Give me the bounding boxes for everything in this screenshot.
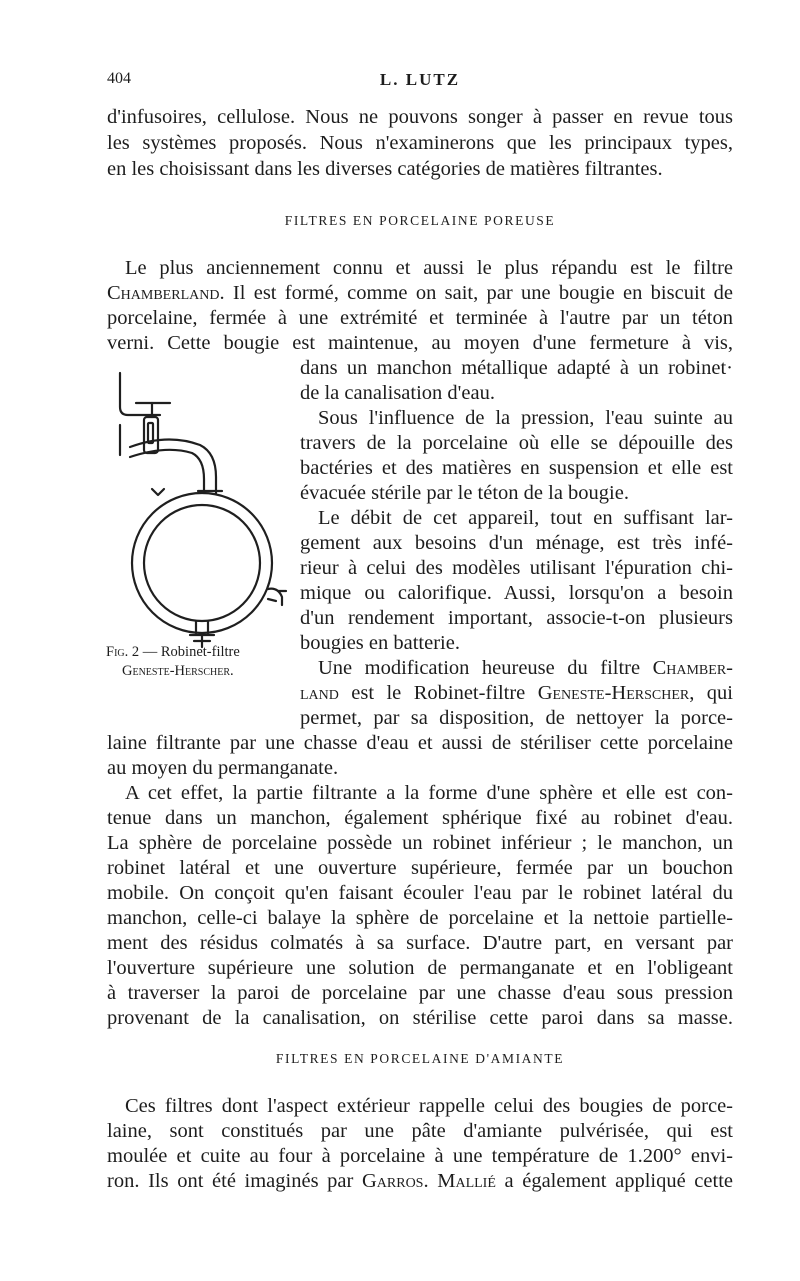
body-line: verni. Cette bougie est maintenue, au moyen d'une fermeture à vis, xyxy=(107,332,733,354)
body-line: porcelaine, fermée à une extrémité et terminée à l'autre par un téton xyxy=(107,307,733,329)
body-line: moulée et cuite au four à porcelaine à une température de 1.200° envi- xyxy=(107,1145,733,1167)
column-line: permet, par sa disposition, de nettoyer la porce- xyxy=(300,707,733,729)
name-chamberland: Chamberland xyxy=(107,282,220,304)
figure-caption-line2 xyxy=(122,661,234,681)
column-line: Le débit de cet appareil, tout en suffisant lar- xyxy=(318,507,733,529)
body-line: Ces filtres dont l'aspect extérieur rappelle celui des bougies de porce- xyxy=(125,1095,733,1117)
body-line-start: ron. Ils ont été imaginés par xyxy=(107,1170,362,1192)
name-mallie: Mallié xyxy=(437,1170,496,1192)
intro-line: les systèmes proposés. Nous n'examinerons que les principaux types, xyxy=(107,132,733,154)
column-line: d'un rendement important, associe-t-on plusieurs xyxy=(300,607,733,629)
body-line xyxy=(107,1169,733,1193)
name-garros: Garros xyxy=(361,1170,424,1192)
body-line: laine filtrante par une chasse d'eau et aussi de stériliser cette porcelaine xyxy=(107,732,733,754)
body-line-mid: . xyxy=(423,1170,438,1192)
fig-label: Fig. xyxy=(106,644,129,660)
body-line: l'ouverture supérieure une solution de permanganate et en l'obligeant xyxy=(107,957,733,979)
body-line: La sphère de porcelaine possède un robinet inférieur ; le manchon, un xyxy=(107,832,733,854)
body-line: Le plus anciennement connu et aussi le plus répandu est le filtre xyxy=(125,257,733,279)
body-line: robinet latéral et une ouverture supérieure, fermée par un bouchon xyxy=(107,857,733,879)
name-geneste-herscher: Geneste-Herscher xyxy=(537,682,690,704)
body-line: laine, sont constitués par une pâte d'amiante pulvérisée, qui est xyxy=(107,1120,733,1142)
body-line: au moyen du permanganate. xyxy=(107,757,339,779)
column-line-end: , qui xyxy=(689,682,733,704)
body-line: tenue dans un manchon, également sphérique fixé au robinet d'eau. xyxy=(107,807,733,829)
column-line: bactéries et des matières en suspension et elle est xyxy=(300,457,733,479)
figure-caption-line1 xyxy=(106,642,240,662)
body-line-end: a également appliqué cette xyxy=(495,1170,733,1192)
column-line-mid: est le Robinet-filtre xyxy=(338,682,538,704)
column-line: Sous l'influence de la pression, l'eau suinte au xyxy=(318,407,733,429)
page-number: 404 xyxy=(107,70,131,87)
figure-robinet-filtre xyxy=(108,365,288,655)
robinet-filtre-illustration xyxy=(108,365,288,655)
running-head: L. LUTZ xyxy=(379,70,461,89)
name-land: land xyxy=(300,682,339,704)
body-line: mobile. On conçoit qu'en faisant écouler l'eau par le robinet latéral du xyxy=(107,882,733,904)
column-line: de la canalisation d'eau. xyxy=(300,382,495,404)
body-line: à traverser la paroi de porcelaine par une chasse d'eau sous pression xyxy=(107,982,733,1004)
fig-caption-name: Geneste-Herscher. xyxy=(122,663,234,679)
section-heading-porcelaine-amiante: FILTRES EN PORCELAINE D'AMIANTE xyxy=(275,1051,565,1066)
body-line: ment des résidus colmatés à sa surface. D'autre part, en versant par xyxy=(107,932,733,954)
name-chamberland: Chamber- xyxy=(652,657,733,679)
column-line xyxy=(300,681,733,705)
body-line-rest: . Il est formé, comme on sait, par une bougie en biscuit de xyxy=(219,282,733,304)
column-line: bougies en batterie. xyxy=(300,632,460,654)
section-heading-porcelaine-poreuse: FILTRES EN PORCELAINE POREUSE xyxy=(284,213,556,228)
body-line: A cet effet, la partie filtrante a la forme d'une sphère et elle est con- xyxy=(125,782,733,804)
column-line: dans un manchon métallique adapté à un robinet· xyxy=(300,357,733,379)
page-header xyxy=(107,70,733,94)
body-line: manchon, celle-ci balaye la sphère de porcelaine et la nettoie partielle- xyxy=(107,907,733,929)
column-line: gement aux besoins d'un ménage, est très infé- xyxy=(300,532,733,554)
column-line: mique ou calorifique. Aussi, lorsqu'on a besoin xyxy=(300,582,733,604)
column-line-start: Une modification heureuse du filtre xyxy=(318,657,653,679)
fig-caption-text: 2 — Robinet-filtre xyxy=(128,644,240,660)
body-line xyxy=(107,281,733,305)
column-line: évacuée stérile par le téton de la bougie. xyxy=(300,482,629,504)
column-line: rieur à celui des modèles utilisant l'épuration chi- xyxy=(300,557,733,579)
column-line: travers de la porcelaine où elle se dépouille des xyxy=(300,432,733,454)
intro-line: en les choisissant dans les diverses catégories de matières filtrantes. xyxy=(107,158,663,180)
column-line xyxy=(300,656,733,680)
body-line: provenant de la canalisation, on stérilise cette paroi dans sa masse. xyxy=(107,1007,733,1029)
intro-line: d'infusoires, cellulose. Nous ne pouvons songer à passer en revue tous xyxy=(107,106,733,128)
